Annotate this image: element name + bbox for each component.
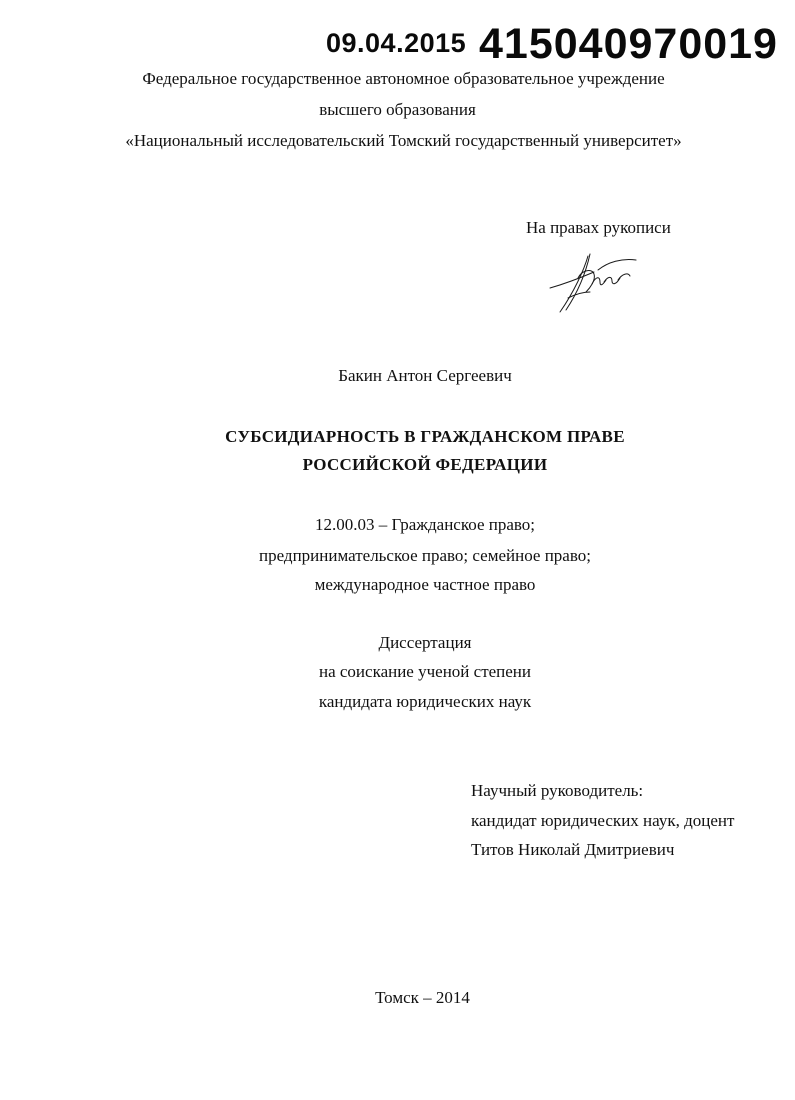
specialty-line-2: предпринимательское право; семейное право; bbox=[259, 546, 591, 565]
institution-line-1: Федеральное государственное автономное образовательное учреждение bbox=[142, 69, 665, 88]
stamp-date: 09.04.2015 bbox=[326, 28, 467, 58]
author-name: Бакин Антон Сергеевич bbox=[338, 366, 512, 385]
city-year: Томск – 2014 bbox=[375, 988, 470, 1007]
specialty-line-3: международное частное право bbox=[314, 575, 536, 594]
dissertation-line-3: кандидата юридических наук bbox=[318, 692, 532, 711]
specialty-line-1: 12.00.03 – Гражданское право; bbox=[314, 515, 536, 534]
signature-icon bbox=[548, 248, 640, 314]
stamp-number: 415040970019 bbox=[479, 20, 778, 68]
supervisor-label: Научный руководитель: bbox=[471, 781, 644, 800]
supervisor-name: Титов Николай Дмитриевич bbox=[471, 840, 675, 859]
title-line-1: СУБСИДИАРНОСТЬ В ГРАЖДАНСКОМ ПРАВЕ bbox=[225, 427, 625, 446]
manuscript-note: На правах рукописи bbox=[526, 218, 671, 237]
title-line-2: РОССИЙСКОЙ ФЕДЕРАЦИИ bbox=[302, 455, 548, 474]
institution-line-2: высшего образования bbox=[319, 100, 476, 119]
institution-line-3: «Национальный исследовательский Томский государственный университет» bbox=[125, 131, 682, 150]
dissertation-line-1: Диссертация bbox=[378, 633, 472, 652]
supervisor-degree: кандидат юридических наук, доцент bbox=[471, 811, 735, 830]
dissertation-line-2: на соискание ученой степени bbox=[318, 662, 532, 681]
